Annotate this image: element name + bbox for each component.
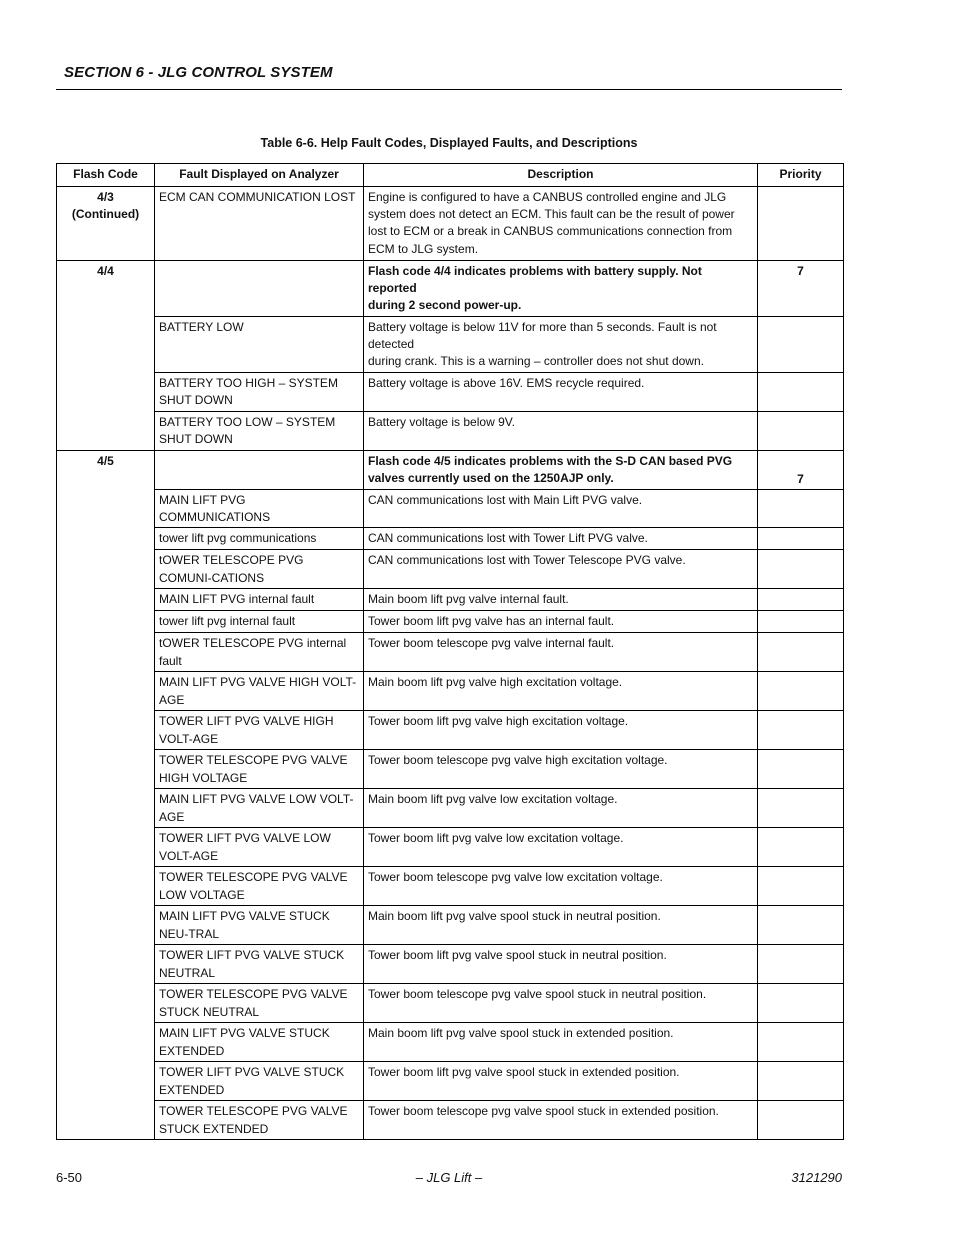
column-header-fault: Fault Displayed on Analyzer bbox=[155, 164, 364, 187]
table-row bbox=[57, 672, 844, 711]
flash-code-cell: 4/4 bbox=[57, 261, 155, 317]
table-row bbox=[57, 789, 844, 828]
priority-cell bbox=[758, 1062, 844, 1101]
table-row bbox=[57, 1062, 844, 1101]
fault-cell: tower lift pvg communications bbox=[155, 528, 364, 550]
flash-code-cell bbox=[57, 867, 155, 906]
table-row bbox=[57, 261, 844, 317]
table-row bbox=[57, 550, 844, 589]
table-row bbox=[57, 1023, 844, 1062]
priority-cell bbox=[758, 589, 844, 611]
table-row bbox=[57, 984, 844, 1023]
table-row bbox=[57, 589, 844, 611]
table-row bbox=[57, 317, 844, 373]
description-cell: Main boom lift pvg valve internal fault. bbox=[364, 589, 758, 611]
table-row bbox=[57, 528, 844, 550]
table-row bbox=[57, 867, 844, 906]
fault-cell: TOWER LIFT PVG VALVE STUCK NEUTRAL bbox=[155, 945, 364, 984]
description-cell: CAN communications lost with Main Lift PVG valve. bbox=[364, 490, 758, 528]
description-cell: Tower boom telescope pvg valve internal fault. bbox=[364, 633, 758, 672]
table-row bbox=[57, 611, 844, 633]
fault-cell: MAIN LIFT PVG VALVE STUCK NEU-TRAL bbox=[155, 906, 364, 945]
fault-cell bbox=[155, 261, 364, 317]
fault-cell: MAIN LIFT PVG COMMUNICATIONS bbox=[155, 490, 364, 528]
description-cell: Engine is configured to have a CANBUS controlled engine and JLG system does not detect an ECM. This fault can be the result of power lost to ECM or a break in CANBUS communications connection from ECM to JLG system. bbox=[364, 187, 758, 261]
fault-cell: ECM CAN COMMUNICATION LOST bbox=[155, 187, 364, 261]
fault-cell: TOWER LIFT PVG VALVE STUCK EXTENDED bbox=[155, 1062, 364, 1101]
table-row bbox=[57, 750, 844, 789]
table-row bbox=[57, 828, 844, 867]
flash-code-cell bbox=[57, 945, 155, 984]
description-cell: Main boom lift pvg valve spool stuck in extended position. bbox=[364, 1023, 758, 1062]
fault-cell: TOWER TELESCOPE PVG VALVE HIGH VOLTAGE bbox=[155, 750, 364, 789]
priority-cell bbox=[758, 906, 844, 945]
priority-cell bbox=[758, 828, 844, 867]
priority-cell bbox=[758, 528, 844, 550]
fault-cell: TOWER LIFT PVG VALVE LOW VOLT-AGE bbox=[155, 828, 364, 867]
flash-code-cell bbox=[57, 528, 155, 550]
flash-code-cell bbox=[57, 906, 155, 945]
priority-cell bbox=[758, 633, 844, 672]
column-header-priority: Priority bbox=[758, 164, 844, 187]
flash-code-cell bbox=[57, 373, 155, 412]
description-cell: Tower boom lift pvg valve low excitation voltage. bbox=[364, 828, 758, 867]
priority-cell: 7 bbox=[758, 451, 844, 490]
flash-code-cell bbox=[57, 789, 155, 828]
priority-cell bbox=[758, 750, 844, 789]
priority-cell bbox=[758, 317, 844, 373]
description-cell: Tower boom telescope pvg valve low excitation voltage. bbox=[364, 867, 758, 906]
description-cell: Flash code 4/5 indicates problems with the S-D CAN based PVG valves currently used on the 1250AJP only. bbox=[364, 451, 758, 490]
description-cell: Tower boom lift pvg valve has an internal fault. bbox=[364, 611, 758, 633]
table-row bbox=[57, 187, 844, 261]
fault-cell: TOWER TELESCOPE PVG VALVE LOW VOLTAGE bbox=[155, 867, 364, 906]
priority-cell: 7 bbox=[758, 261, 844, 317]
fault-cell: TOWER LIFT PVG VALVE HIGH VOLT-AGE bbox=[155, 711, 364, 750]
fault-cell: MAIN LIFT PVG VALVE HIGH VOLT-AGE bbox=[155, 672, 364, 711]
fault-cell: BATTERY TOO HIGH – SYSTEM SHUT DOWN bbox=[155, 373, 364, 412]
priority-cell bbox=[758, 867, 844, 906]
flash-code-cell bbox=[57, 828, 155, 867]
header-rule bbox=[56, 89, 842, 90]
fault-cell: BATTERY TOO LOW – SYSTEM SHUT DOWN bbox=[155, 412, 364, 451]
priority-cell bbox=[758, 945, 844, 984]
table-row bbox=[57, 451, 844, 490]
description-cell: Battery voltage is above 16V. EMS recycle required. bbox=[364, 373, 758, 412]
description-cell: Main boom lift pvg valve low excitation voltage. bbox=[364, 789, 758, 828]
column-header-flash-code: Flash Code bbox=[57, 164, 155, 187]
fault-cell: BATTERY LOW bbox=[155, 317, 364, 373]
priority-cell bbox=[758, 789, 844, 828]
table-row bbox=[57, 1101, 844, 1140]
footer-center-text: – JLG Lift – bbox=[415, 1170, 483, 1185]
fault-cell bbox=[155, 451, 364, 490]
fault-cell: tOWER TELESCOPE PVG internal fault bbox=[155, 633, 364, 672]
flash-code-cell bbox=[57, 672, 155, 711]
description-cell: Main boom lift pvg valve high excitation voltage. bbox=[364, 672, 758, 711]
table-title: Table 6-6. Help Fault Codes, Displayed Faults, and Descriptions bbox=[260, 136, 638, 150]
flash-code-cell bbox=[57, 984, 155, 1023]
priority-cell bbox=[758, 984, 844, 1023]
priority-cell bbox=[758, 611, 844, 633]
flash-code-cell bbox=[57, 750, 155, 789]
flash-code-cell bbox=[57, 1023, 155, 1062]
description-cell: Tower boom lift pvg valve high excitation voltage. bbox=[364, 711, 758, 750]
fault-cell: tower lift pvg internal fault bbox=[155, 611, 364, 633]
flash-code-cell bbox=[57, 611, 155, 633]
fault-codes-table bbox=[56, 163, 844, 1140]
description-cell: CAN communications lost with Tower Lift PVG valve. bbox=[364, 528, 758, 550]
table-row bbox=[57, 945, 844, 984]
fault-cell: TOWER TELESCOPE PVG VALVE STUCK NEUTRAL bbox=[155, 984, 364, 1023]
table-row bbox=[57, 490, 844, 528]
table-row bbox=[57, 373, 844, 412]
fault-cell: MAIN LIFT PVG VALVE LOW VOLT-AGE bbox=[155, 789, 364, 828]
priority-cell bbox=[758, 1101, 844, 1140]
flash-code-cell bbox=[57, 1101, 155, 1140]
flash-code-cell bbox=[57, 589, 155, 611]
description-cell: Tower boom telescope pvg valve spool stuck in neutral position. bbox=[364, 984, 758, 1023]
table-row bbox=[57, 906, 844, 945]
description-cell: Flash code 4/4 indicates problems with battery supply. Not reported during 2 second power-up. bbox=[364, 261, 758, 317]
flash-code-cell: 4/5 bbox=[57, 451, 155, 490]
description-cell: CAN communications lost with Tower Telescope PVG valve. bbox=[364, 550, 758, 589]
description-cell: Tower boom lift pvg valve spool stuck in extended position. bbox=[364, 1062, 758, 1101]
priority-cell bbox=[758, 490, 844, 528]
priority-cell bbox=[758, 711, 844, 750]
description-cell: Main boom lift pvg valve spool stuck in neutral position. bbox=[364, 906, 758, 945]
flash-code-cell bbox=[57, 317, 155, 373]
page-number: 6-50 bbox=[56, 1170, 83, 1185]
flash-code-cell bbox=[57, 711, 155, 750]
table-row bbox=[57, 711, 844, 750]
priority-cell bbox=[758, 1023, 844, 1062]
table-row bbox=[57, 412, 844, 451]
flash-code-cell bbox=[57, 412, 155, 451]
fault-cell: tOWER TELESCOPE PVG COMUNI-CATIONS bbox=[155, 550, 364, 589]
column-header-description: Description bbox=[364, 164, 758, 187]
fault-cell: MAIN LIFT PVG VALVE STUCK EXTENDED bbox=[155, 1023, 364, 1062]
table-header-row bbox=[57, 164, 844, 187]
flash-code-cell bbox=[57, 490, 155, 528]
flash-code-cell: 4/3 (Continued) bbox=[57, 187, 155, 261]
document-number: 3121290 bbox=[791, 1170, 842, 1185]
flash-code-cell bbox=[57, 550, 155, 589]
fault-cell: TOWER TELESCOPE PVG VALVE STUCK EXTENDED bbox=[155, 1101, 364, 1140]
description-cell: Tower boom telescope pvg valve spool stuck in extended position. bbox=[364, 1101, 758, 1140]
priority-cell bbox=[758, 550, 844, 589]
priority-cell bbox=[758, 412, 844, 451]
section-title: SECTION 6 - JLG CONTROL SYSTEM bbox=[64, 64, 333, 81]
description-cell: Tower boom lift pvg valve spool stuck in neutral position. bbox=[364, 945, 758, 984]
flash-code-cell bbox=[57, 633, 155, 672]
priority-cell bbox=[758, 672, 844, 711]
table-row bbox=[57, 633, 844, 672]
description-cell: Battery voltage is below 11V for more than 5 seconds. Fault is not detected during crank. This is a warning – controller does not shut down. bbox=[364, 317, 758, 373]
description-cell: Battery voltage is below 9V. bbox=[364, 412, 758, 451]
priority-cell bbox=[758, 187, 844, 261]
fault-cell: MAIN LIFT PVG internal fault bbox=[155, 589, 364, 611]
priority-cell bbox=[758, 373, 844, 412]
description-cell: Tower boom telescope pvg valve high excitation voltage. bbox=[364, 750, 758, 789]
flash-code-cell bbox=[57, 1062, 155, 1101]
table-body bbox=[57, 187, 844, 1140]
